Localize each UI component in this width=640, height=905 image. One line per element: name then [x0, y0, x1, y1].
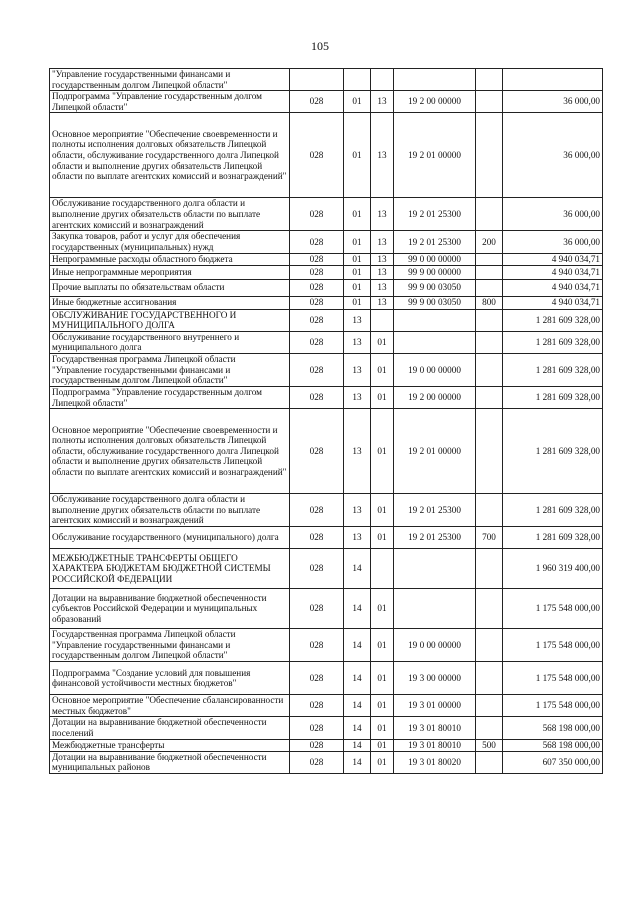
cell-subsection-code — [371, 69, 394, 91]
cell-ministry-code: 028 — [290, 717, 344, 739]
cell-subsection-code: 01 — [371, 589, 394, 629]
cell-amount: 568 198 000,00 — [503, 717, 603, 739]
cell-name: Обслуживание государственного внутреннего и муниципального долга — [50, 331, 290, 353]
cell-subsection-code — [371, 309, 394, 331]
cell-expense-type — [476, 198, 503, 231]
cell-expense-type — [476, 751, 503, 773]
cell-ministry-code: 028 — [290, 91, 344, 113]
cell-expense-type: 200 — [476, 231, 503, 253]
cell-section-code: 13 — [344, 527, 371, 549]
cell-expense-type — [476, 717, 503, 739]
cell-name: Прочие выплаты по обязательствам области — [50, 279, 290, 296]
cell-expense-type — [476, 386, 503, 408]
cell-amount: 1 175 548 000,00 — [503, 662, 603, 695]
cell-ministry-code: 028 — [290, 265, 344, 279]
cell-expense-type — [476, 589, 503, 629]
cell-expense-type — [476, 279, 503, 296]
budget-table — [49, 68, 603, 774]
cell-amount: 1 281 609 328,00 — [503, 527, 603, 549]
cell-target-article — [394, 309, 476, 331]
cell-amount: 4 940 034,71 — [503, 253, 603, 265]
cell-expense-type — [476, 309, 503, 331]
cell-target-article: 19 2 01 25300 — [394, 494, 476, 527]
cell-subsection-code: 13 — [371, 265, 394, 279]
cell-subsection-code: 13 — [371, 198, 394, 231]
cell-amount: 1 281 609 328,00 — [503, 353, 603, 386]
cell-subsection-code: 01 — [371, 662, 394, 695]
cell-ministry-code: 028 — [290, 662, 344, 695]
cell-expense-type — [476, 494, 503, 527]
cell-section-code: 14 — [344, 629, 371, 662]
cell-section-code — [344, 69, 371, 91]
cell-ministry-code: 028 — [290, 695, 344, 717]
cell-target-article: 99 0 00 00000 — [394, 253, 476, 265]
table-row — [50, 69, 603, 91]
budget-table-body — [50, 69, 603, 774]
cell-section-code: 14 — [344, 589, 371, 629]
cell-name: Подпрограмма "Управление государственным долгом Липецкой области" — [50, 91, 290, 113]
cell-expense-type: 500 — [476, 739, 503, 751]
cell-name: Основное мероприятие "Обеспечение своевременности и полноты исполнения долговых обязательств Липецкой области, обслуживание государственного долга Липецкой области и выполнение других обязательств Липецкой области по выплате агентских комиссий и вознаграждений" — [50, 113, 290, 198]
cell-section-code: 13 — [344, 309, 371, 331]
cell-ministry-code: 028 — [290, 409, 344, 494]
cell-section-code: 14 — [344, 751, 371, 773]
cell-target-article: 99 9 00 03050 — [394, 296, 476, 309]
cell-ministry-code: 028 — [290, 279, 344, 296]
cell-section-code: 01 — [344, 296, 371, 309]
cell-section-code: 13 — [344, 353, 371, 386]
table-row — [50, 662, 603, 695]
cell-name: Обслуживание государственного (муниципального) долга — [50, 527, 290, 549]
table-row — [50, 751, 603, 773]
table-row — [50, 353, 603, 386]
cell-section-code: 13 — [344, 386, 371, 408]
cell-ministry-code: 028 — [290, 629, 344, 662]
page-number: 105 — [311, 39, 329, 53]
cell-subsection-code: 13 — [371, 279, 394, 296]
cell-subsection-code: 13 — [371, 296, 394, 309]
cell-name: Иные непрограммные мероприятия — [50, 265, 290, 279]
table-row — [50, 589, 603, 629]
cell-name: Государственная программа Липецкой области "Управление государственными финансами и государственным долгом Липецкой области" — [50, 629, 290, 662]
cell-name: Основное мероприятие "Обеспечение сбалансированности местных бюджетов" — [50, 695, 290, 717]
table-row — [50, 231, 603, 253]
cell-ministry-code: 028 — [290, 113, 344, 198]
cell-expense-type — [476, 113, 503, 198]
cell-name: Иные бюджетные ассигнования — [50, 296, 290, 309]
cell-target-article: 19 2 00 00000 — [394, 91, 476, 113]
cell-subsection-code: 13 — [371, 253, 394, 265]
table-row — [50, 198, 603, 231]
cell-section-code: 14 — [344, 549, 371, 589]
cell-amount: 1 175 548 000,00 — [503, 589, 603, 629]
cell-amount: 36 000,00 — [503, 91, 603, 113]
cell-name: Непрограммные расходы областного бюджета — [50, 253, 290, 265]
cell-target-article: 19 2 00 00000 — [394, 386, 476, 408]
table-row — [50, 739, 603, 751]
cell-expense-type — [476, 331, 503, 353]
cell-amount: 1 281 609 328,00 — [503, 494, 603, 527]
cell-amount: 1 281 609 328,00 — [503, 309, 603, 331]
cell-subsection-code: 01 — [371, 739, 394, 751]
cell-name: Закупка товаров, работ и услуг для обеспечения государственных (муниципальных) нужд — [50, 231, 290, 253]
cell-target-article — [394, 549, 476, 589]
cell-name: Дотации на выравнивание бюджетной обеспеченности поселений — [50, 717, 290, 739]
cell-expense-type — [476, 69, 503, 91]
table-row — [50, 113, 603, 198]
table-row — [50, 309, 603, 331]
cell-subsection-code: 01 — [371, 629, 394, 662]
cell-name: Межбюджетные трансферты — [50, 739, 290, 751]
cell-subsection-code: 01 — [371, 353, 394, 386]
cell-target-article: 19 3 01 80010 — [394, 739, 476, 751]
cell-ministry-code: 028 — [290, 331, 344, 353]
cell-amount: 36 000,00 — [503, 231, 603, 253]
table-row — [50, 629, 603, 662]
cell-amount: 36 000,00 — [503, 198, 603, 231]
cell-name: Подпрограмма "Управление государственным долгом Липецкой области" — [50, 386, 290, 408]
table-row — [50, 494, 603, 527]
cell-subsection-code: 01 — [371, 494, 394, 527]
cell-subsection-code: 01 — [371, 409, 394, 494]
cell-subsection-code: 01 — [371, 527, 394, 549]
cell-ministry-code: 028 — [290, 589, 344, 629]
cell-ministry-code — [290, 69, 344, 91]
cell-expense-type — [476, 353, 503, 386]
cell-subsection-code: 13 — [371, 113, 394, 198]
cell-expense-type — [476, 253, 503, 265]
cell-amount: 4 940 034,71 — [503, 296, 603, 309]
cell-amount: 607 350 000,00 — [503, 751, 603, 773]
cell-subsection-code: 01 — [371, 386, 394, 408]
cell-section-code: 01 — [344, 198, 371, 231]
cell-subsection-code: 01 — [371, 695, 394, 717]
cell-section-code: 13 — [344, 409, 371, 494]
cell-expense-type — [476, 629, 503, 662]
cell-target-article — [394, 69, 476, 91]
cell-section-code: 01 — [344, 279, 371, 296]
cell-target-article: 19 2 01 00000 — [394, 409, 476, 494]
cell-target-article: 99 9 00 03050 — [394, 279, 476, 296]
cell-name: МЕЖБЮДЖЕТНЫЕ ТРАНСФЕРТЫ ОБЩЕГО ХАРАКТЕРА БЮДЖЕТАМ БЮДЖЕТНОЙ СИСТЕМЫ РОССИЙСКОЙ ФЕДЕРАЦИИ — [50, 549, 290, 589]
table-row — [50, 527, 603, 549]
cell-section-code: 13 — [344, 331, 371, 353]
cell-expense-type — [476, 409, 503, 494]
cell-section-code: 13 — [344, 494, 371, 527]
cell-expense-type — [476, 91, 503, 113]
cell-ministry-code: 028 — [290, 739, 344, 751]
cell-ministry-code: 028 — [290, 231, 344, 253]
cell-name: ОБСЛУЖИВАНИЕ ГОСУДАРСТВЕННОГО И МУНИЦИПАЛЬНОГО ДОЛГА — [50, 309, 290, 331]
table-row — [50, 296, 603, 309]
cell-expense-type: 700 — [476, 527, 503, 549]
cell-ministry-code: 028 — [290, 386, 344, 408]
cell-amount: 1 960 319 400,00 — [503, 549, 603, 589]
table-row — [50, 386, 603, 408]
cell-section-code: 01 — [344, 91, 371, 113]
cell-target-article: 19 3 01 80020 — [394, 751, 476, 773]
cell-expense-type — [476, 549, 503, 589]
cell-target-article: 19 0 00 00000 — [394, 629, 476, 662]
table-row — [50, 695, 603, 717]
cell-name: Основное мероприятие "Обеспечение своевременности и полноты исполнения долговых обязательств Липецкой области, обслуживание государственного долга Липецкой области и выполнение других обязательств Липецкой области по выплате агентских комиссий и вознаграждений" — [50, 409, 290, 494]
table-row — [50, 331, 603, 353]
cell-section-code: 01 — [344, 265, 371, 279]
cell-subsection-code: 01 — [371, 751, 394, 773]
table-row — [50, 279, 603, 296]
cell-expense-type: 800 — [476, 296, 503, 309]
cell-target-article: 99 9 00 00000 — [394, 265, 476, 279]
cell-name: "Управление государственными финансами и государственным долгом Липецкой области" — [50, 69, 290, 91]
cell-amount: 4 940 034,71 — [503, 279, 603, 296]
table-row — [50, 409, 603, 494]
table-row — [50, 91, 603, 113]
cell-section-code: 14 — [344, 717, 371, 739]
cell-subsection-code: 01 — [371, 331, 394, 353]
cell-ministry-code: 028 — [290, 253, 344, 265]
cell-target-article: 19 2 01 25300 — [394, 198, 476, 231]
cell-subsection-code: 01 — [371, 717, 394, 739]
cell-target-article: 19 3 01 00000 — [394, 695, 476, 717]
cell-expense-type — [476, 695, 503, 717]
cell-section-code: 14 — [344, 695, 371, 717]
table-row — [50, 265, 603, 279]
cell-name: Подпрограмма "Создание условий для повышения финансовой устойчивости местных бюджетов" — [50, 662, 290, 695]
cell-subsection-code — [371, 549, 394, 589]
cell-name: Обслуживание государственного долга области и выполнение других обязательств области по выплате агентских комиссий и вознаграждений — [50, 198, 290, 231]
table-row — [50, 549, 603, 589]
cell-amount: 36 000,00 — [503, 113, 603, 198]
cell-name: Обслуживание государственного долга области и выполнение других обязательств области по выплате агентских комиссий и вознаграждений — [50, 494, 290, 527]
cell-section-code: 14 — [344, 662, 371, 695]
cell-expense-type — [476, 265, 503, 279]
cell-target-article: 19 3 00 00000 — [394, 662, 476, 695]
cell-name: Дотации на выравнивание бюджетной обеспеченности муниципальных районов — [50, 751, 290, 773]
cell-subsection-code: 13 — [371, 91, 394, 113]
cell-ministry-code: 028 — [290, 549, 344, 589]
cell-ministry-code: 028 — [290, 494, 344, 527]
cell-amount — [503, 69, 603, 91]
cell-section-code: 01 — [344, 231, 371, 253]
cell-section-code: 14 — [344, 739, 371, 751]
cell-subsection-code: 13 — [371, 231, 394, 253]
cell-name: Государственная программа Липецкой области "Управление государственными финансами и государственным долгом Липецкой области" — [50, 353, 290, 386]
cell-section-code: 01 — [344, 253, 371, 265]
cell-ministry-code: 028 — [290, 751, 344, 773]
cell-amount: 1 281 609 328,00 — [503, 331, 603, 353]
table-row — [50, 717, 603, 739]
cell-target-article: 19 0 00 00000 — [394, 353, 476, 386]
cell-target-article: 19 2 01 00000 — [394, 113, 476, 198]
cell-section-code: 01 — [344, 113, 371, 198]
cell-target-article — [394, 589, 476, 629]
cell-target-article: 19 3 01 80010 — [394, 717, 476, 739]
cell-ministry-code: 028 — [290, 296, 344, 309]
cell-name: Дотации на выравнивание бюджетной обеспеченности субъектов Российской Федерации и муниципальных образований — [50, 589, 290, 629]
cell-target-article: 19 2 01 25300 — [394, 231, 476, 253]
cell-amount: 4 940 034,71 — [503, 265, 603, 279]
cell-ministry-code: 028 — [290, 353, 344, 386]
cell-expense-type — [476, 662, 503, 695]
cell-ministry-code: 028 — [290, 309, 344, 331]
cell-amount: 568 198 000,00 — [503, 739, 603, 751]
cell-target-article — [394, 331, 476, 353]
cell-amount: 1 281 609 328,00 — [503, 386, 603, 408]
cell-amount: 1 175 548 000,00 — [503, 629, 603, 662]
cell-ministry-code: 028 — [290, 527, 344, 549]
cell-target-article: 19 2 01 25300 — [394, 527, 476, 549]
cell-amount: 1 175 548 000,00 — [503, 695, 603, 717]
cell-ministry-code: 028 — [290, 198, 344, 231]
table-row — [50, 253, 603, 265]
cell-amount: 1 281 609 328,00 — [503, 409, 603, 494]
